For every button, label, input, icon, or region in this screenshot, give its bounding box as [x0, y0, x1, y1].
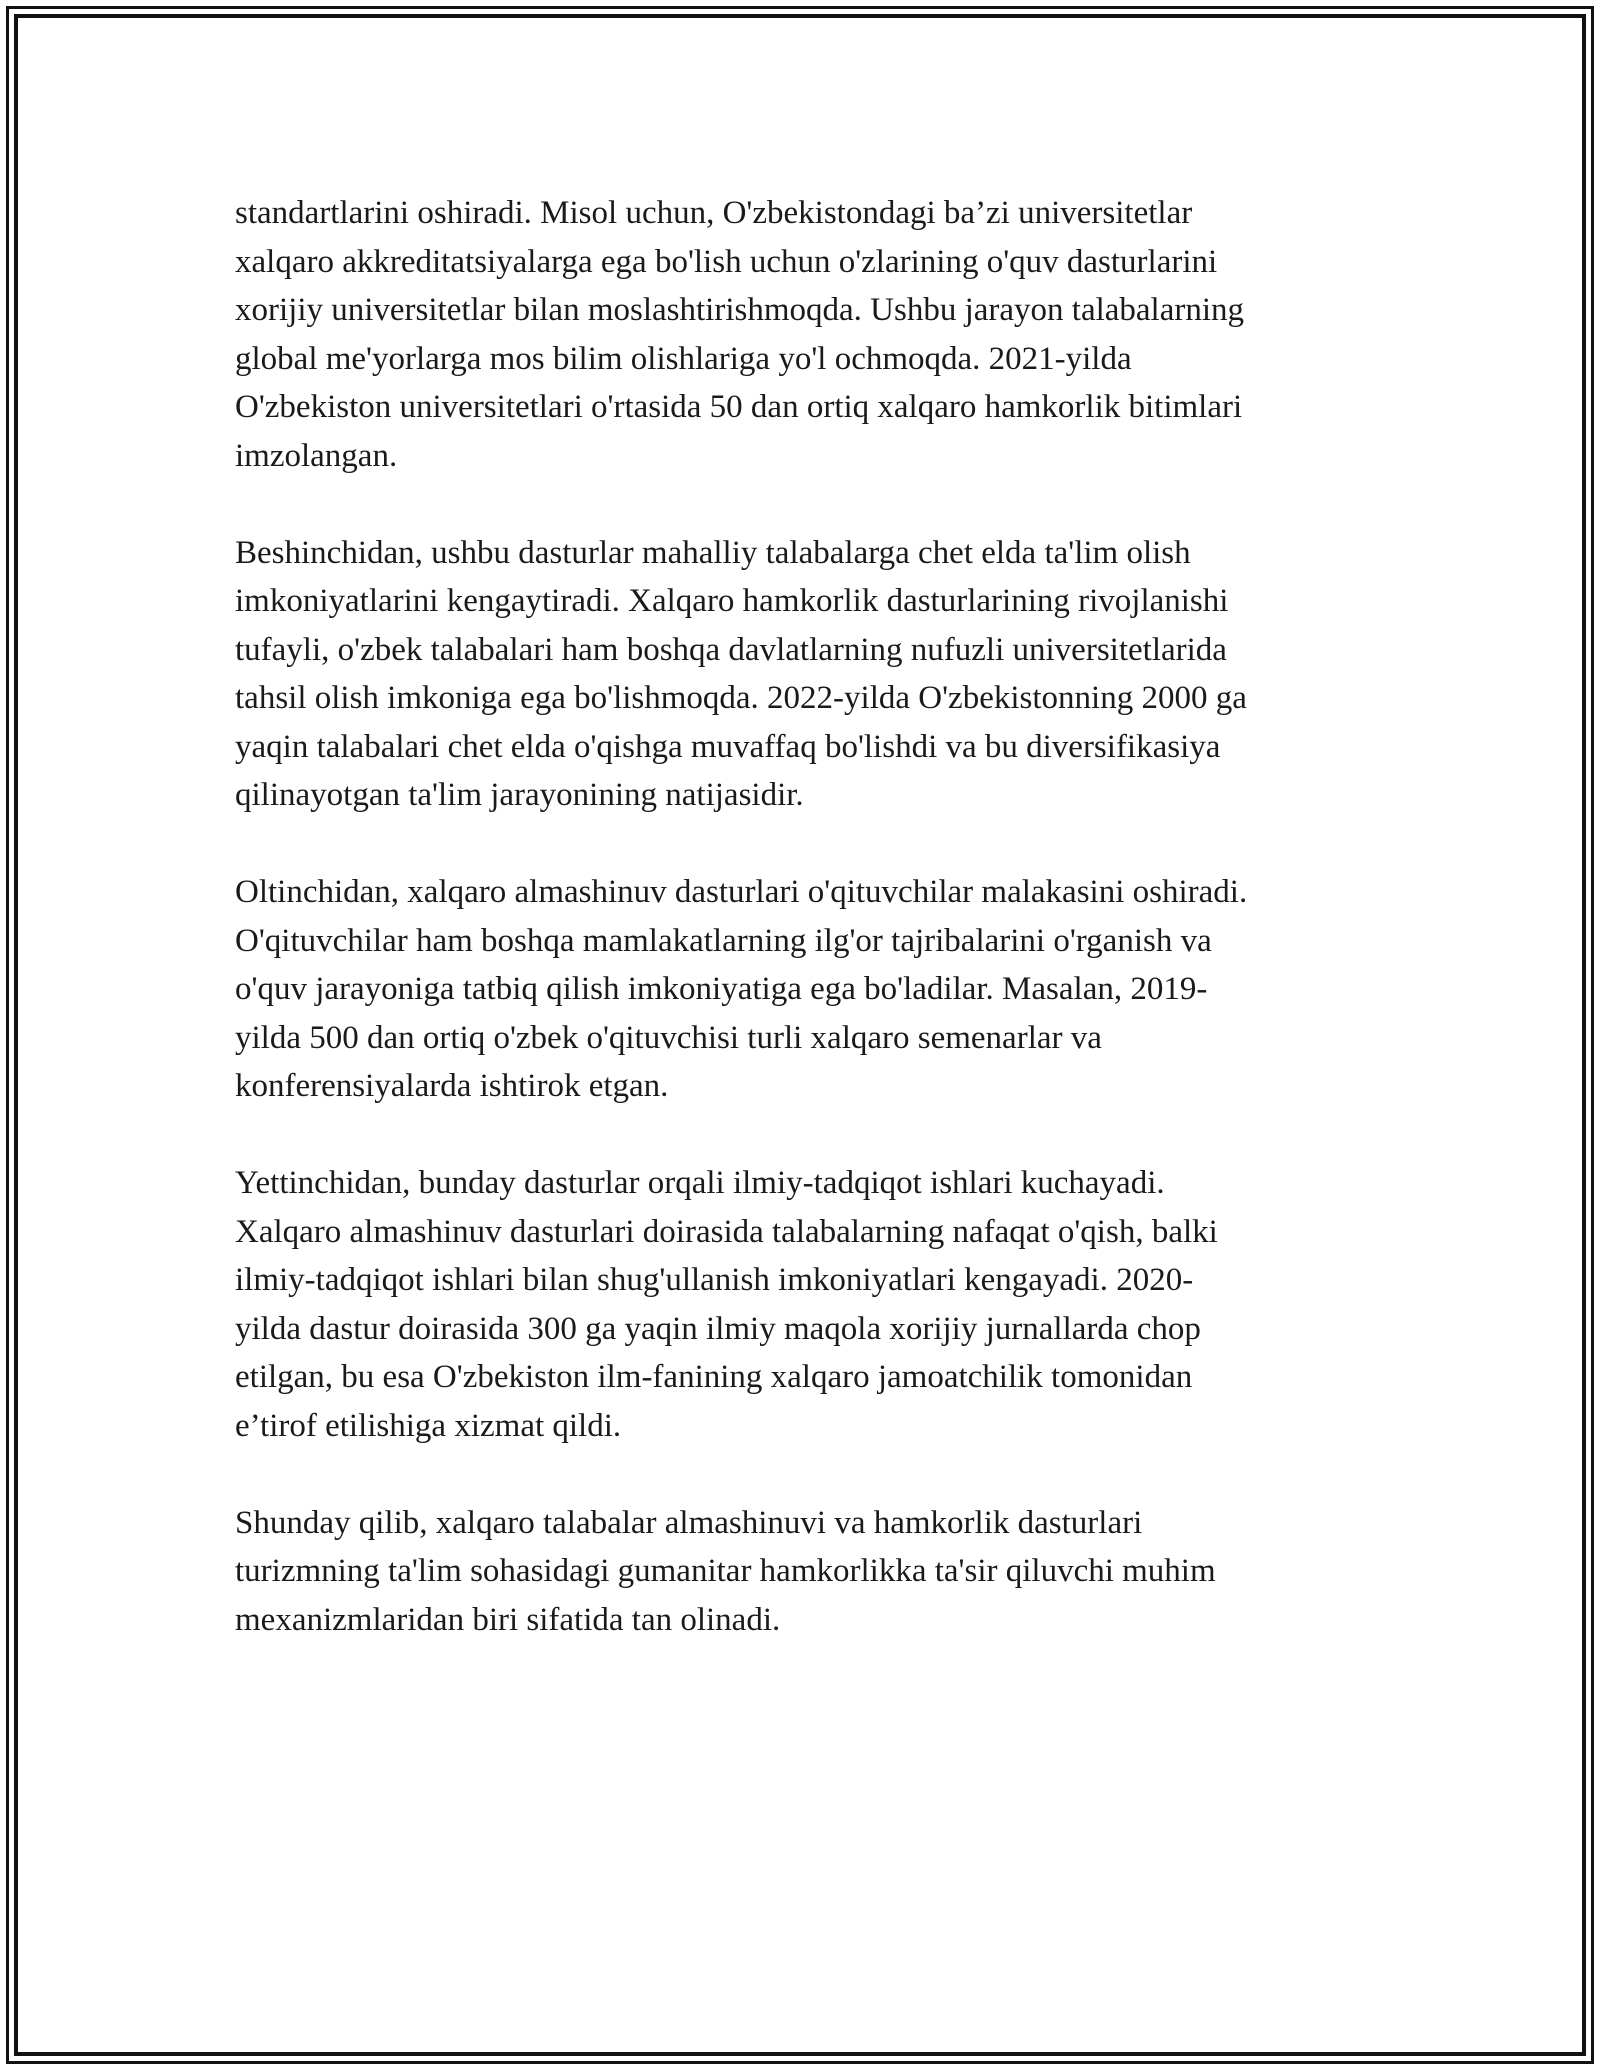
document-body [235, 189, 1365, 1693]
paragraph-conclusion: Shunday qilib, xalqaro talabalar almashinuvi va hamkorlik dasturlari turizmning ta'lim sohasidagi gumanitar hamkorlikka ta'sir qiluvchi muhim mexanizmlaridan biri sifatida tan olinadi. [235, 1504, 1216, 1638]
paragraph-sixth-point: Oltinchidan, xalqaro almashinuv dasturlari o'qituvchilar malakasini oshiradi. O'qituvchilar ham boshqa mamlakatlarning ilg'or tajribalarini o'rganish va o'quv jarayoniga tatbiq qilish imkoniyatiga ega bo'ladilar. Masalan, 2019- yilda 500 dan ortiq o'zbek o'qituvchisi turli xalqaro semenarlar va konferensiyalarda ishtirok etgan. [235, 874, 1248, 1104]
paragraph-intro-continuation: standartlarini oshiradi. Misol uchun, O'zbekistondagi ba’zi universitetlar xalqaro akkreditatsiyalarga ega bo'lish uchun o'zlarining o'quv dasturlarini xorijiy universitetlar bilan moslashtirishmoqda. Ushbu jarayon talabalarning global me'yorlarga mos bilim olishlariga yo'l ochmoqda. 2021-yilda O'zbekiston universitetlari o'rtasida 50 dan ortiq xalqaro hamkorlik bitimlari imzolangan. [235, 195, 1245, 474]
paragraph-seventh-point: Yettinchidan, bunday dasturlar orqali ilmiy-tadqiqot ishlari kuchayadi. Xalqaro almashinuv dasturlari doirasida talabalarning nafaqat o'qish, balki ilmiy-tadqiqot ishlari bilan shug'ullanish imkoniyatlari kengayadi. 2020- yilda dastur doirasida 300 ga yaqin ilmiy maqola xorijiy jurnallarda chop etilgan, bu esa O'zbekiston ilm-fanining xalqaro jamoatchilik tomonidan e’tirof etilishiga xizmat qildi. [235, 1165, 1218, 1444]
paragraph-fifth-point: Beshinchidan, ushbu dasturlar mahalliy talabalarga chet elda ta'lim olish imkoniyatlarini kengaytiradi. Xalqaro hamkorlik dasturlarining rivojlanishi tufayli, o'zbek talabalari ham boshqa davlatlarning nufuzli universitetlarida tahsil olish imkoniga ega bo'lishmoqda. 2022-yilda O'zbekistonning 2000 ga yaqin talabalari chet elda o'qishga muvaffaq bo'lishdi va bu diversifikasiya qilinayotgan ta'lim jarayonining natijasidir. [235, 534, 1247, 813]
